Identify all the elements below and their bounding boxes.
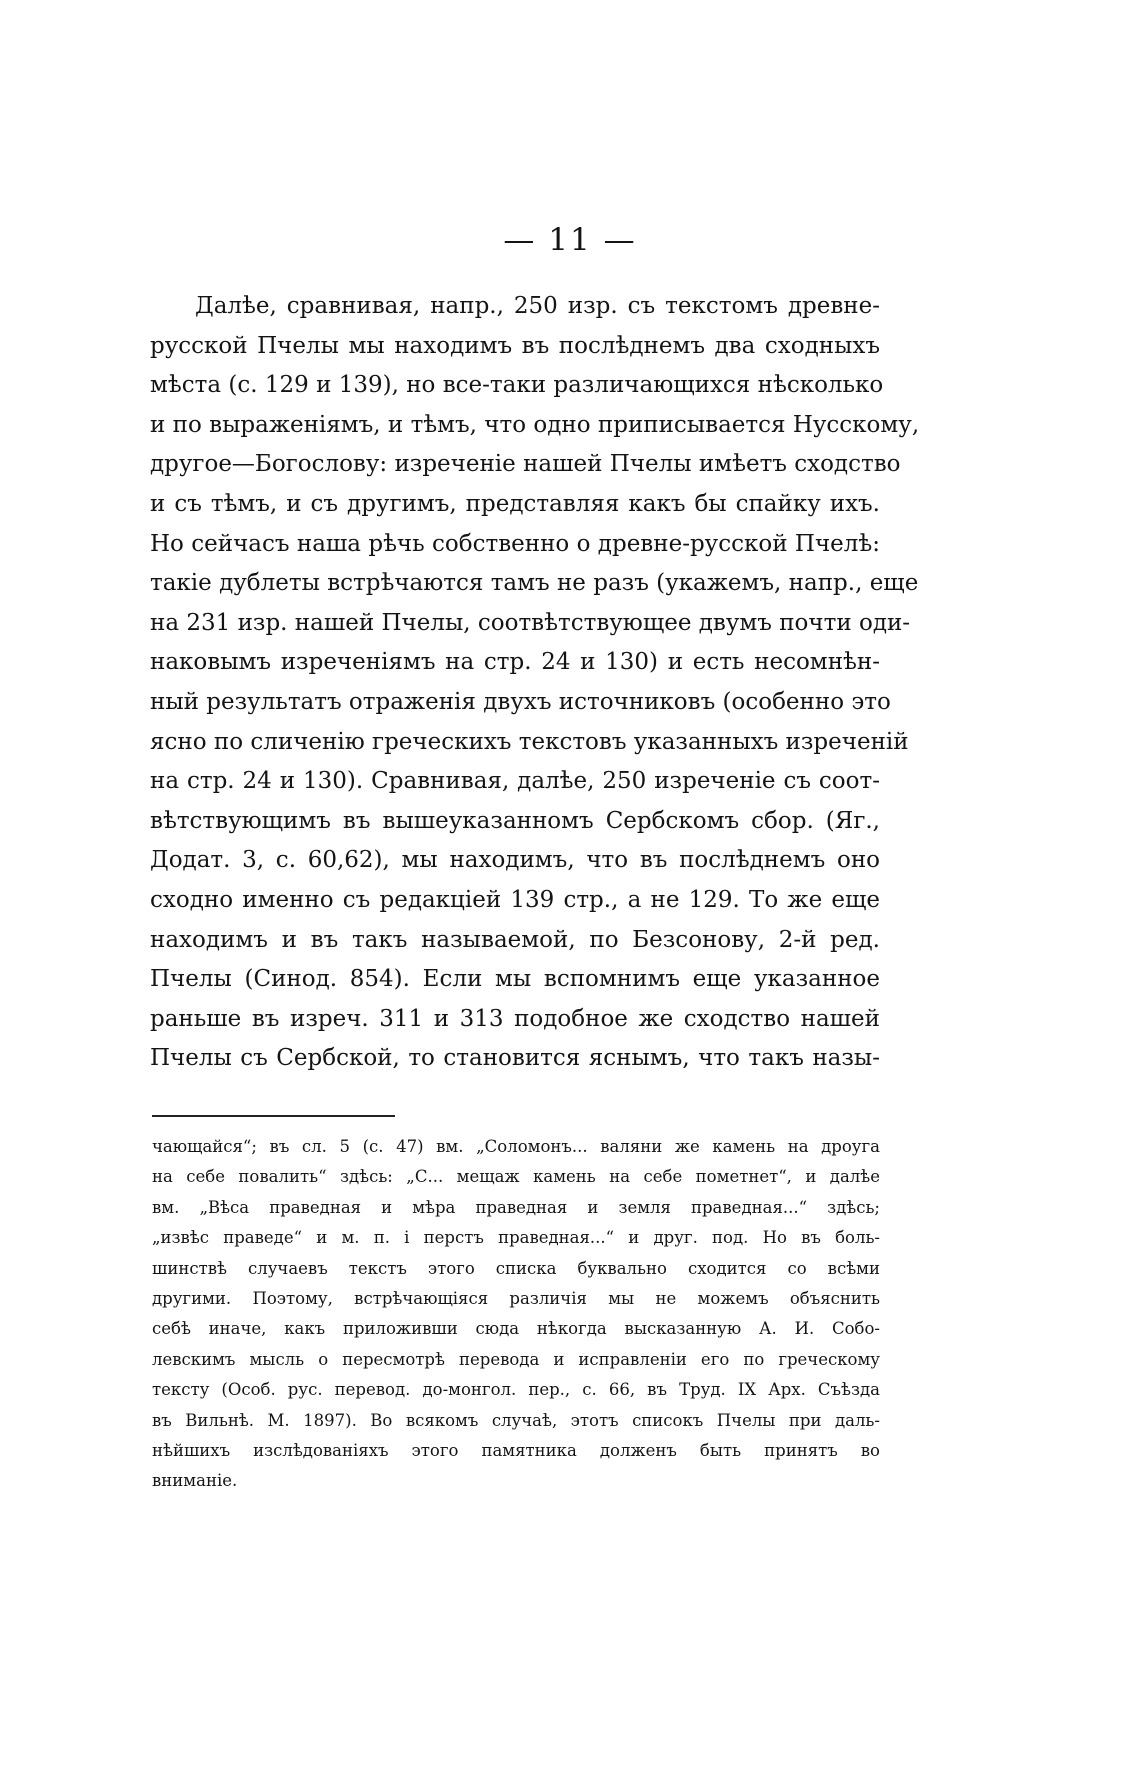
- footnote-line: въ Вильнѣ. М. 1897). Во всякомъ случаѣ, этотъ списокъ Пчелы при даль-: [152, 1410, 880, 1430]
- body-line: Но сейчасъ наша рѣчь собственно о древне-русской Пчелѣ:: [150, 530, 880, 557]
- body-line: находимъ и въ такъ называемой, по Безсонову, 2-й ред.: [150, 926, 880, 953]
- body-line: и съ тѣмъ, и съ другимъ, представляя какъ бы спайку ихъ.: [150, 490, 880, 517]
- body-line: Пчелы съ Сербской, то становится яснымъ, что такъ назы-: [150, 1045, 880, 1072]
- body-line: раньше въ изреч. 311 и 313 подобное же сходство нашей: [150, 1005, 880, 1032]
- body-line: вѣтствующимъ въ вышеуказанномъ Сербскомъ сбор. (Яг.,: [150, 807, 880, 834]
- body-line: ный результатъ отраженiя двухъ источниковъ (особенно это: [150, 688, 891, 715]
- footnote-line: вм. „Вѣса праведная и мѣра праведная и земля праведная...“ здѣсь;: [152, 1197, 880, 1217]
- body-line: Пчелы (Синод. 854). Если мы вспомнимъ еще указанное: [150, 966, 880, 993]
- footnote-line: нѣйшихъ изслѣдованiяхъ этого памятника долженъ быть принятъ во: [152, 1440, 880, 1460]
- body-line: сходно именно съ редакцiей 139 стр., а не 129. То же еще: [150, 886, 880, 913]
- page-number: — 11 —: [503, 222, 637, 258]
- body-line: на стр. 24 и 130). Сравнивая, далѣе, 250 изреченiе съ соот-: [150, 768, 880, 795]
- body-line: и по выраженiямъ, и тѣмъ, что одно приписывается Нусскому,: [150, 411, 920, 438]
- footnote-line: тексту (Особ. рус. перевод. до-монгол. пер., с. 66, въ Труд. IX Арх. Съѣзда: [152, 1380, 880, 1400]
- body-line: такiе дублеты встрѣчаются тамъ не разъ (укажемъ, напр., еще: [150, 570, 919, 597]
- body-line: русской Пчелы мы находимъ въ послѣднемъ два сходныхъ: [150, 332, 880, 359]
- body-line: другое—Богослову: изреченiе нашей Пчелы имѣетъ сходство: [150, 451, 901, 478]
- body-text: [150, 287, 920, 1079]
- body-line: наковымъ изреченiямъ на стр. 24 и 130) и есть несомнѣн-: [150, 649, 880, 676]
- body-line: ясно по сличенiю греческихъ текстовъ указанныхъ изреченiй: [150, 728, 909, 755]
- footnote-line: вниманiе.: [152, 1471, 238, 1491]
- body-line: на 231 изр. нашей Пчелы, соотвѣтствующее двумъ почти оди-: [150, 609, 911, 636]
- body-line: мѣста (с. 129 и 139), но все-таки различающихся нѣсколько: [150, 372, 884, 399]
- body-line: Далѣе, сравнивая, напр., 250 изр. съ текстомъ древне-: [195, 293, 880, 319]
- footnote-rule: [152, 1115, 395, 1117]
- body-line: Додат. 3, с. 60,62), мы находимъ, что въ послѣднемъ оно: [150, 847, 880, 874]
- footnote-line: „извѣс праведе“ и м. п. i перстъ праведная...“ и друг. под. Но въ боль-: [152, 1228, 880, 1248]
- footnote-line: на себе повалить“ здѣсь: „С... мещаж камень на себе пометнет“, и далѣе: [152, 1167, 880, 1187]
- footnote-line: себѣ иначе, какъ приложивши сюда нѣкогда высказанную А. И. Собо-: [152, 1319, 880, 1339]
- footnote-line: шинствѣ случаевъ текстъ этого списка буквально сходится со всѣми: [152, 1258, 880, 1278]
- footnote-line: левскимъ мысль о пересмотрѣ перевода и исправленiи его по греческому: [152, 1349, 880, 1369]
- footnote: [152, 1132, 880, 1497]
- footnote-line: другими. Поэтому, встрѣчающiяся различiя мы не можемъ объяснить: [152, 1288, 880, 1308]
- footnote-line: чающайся“; въ сл. 5 (с. 47) вм. „Соломонъ... валяни же камень на дроуга: [152, 1137, 880, 1156]
